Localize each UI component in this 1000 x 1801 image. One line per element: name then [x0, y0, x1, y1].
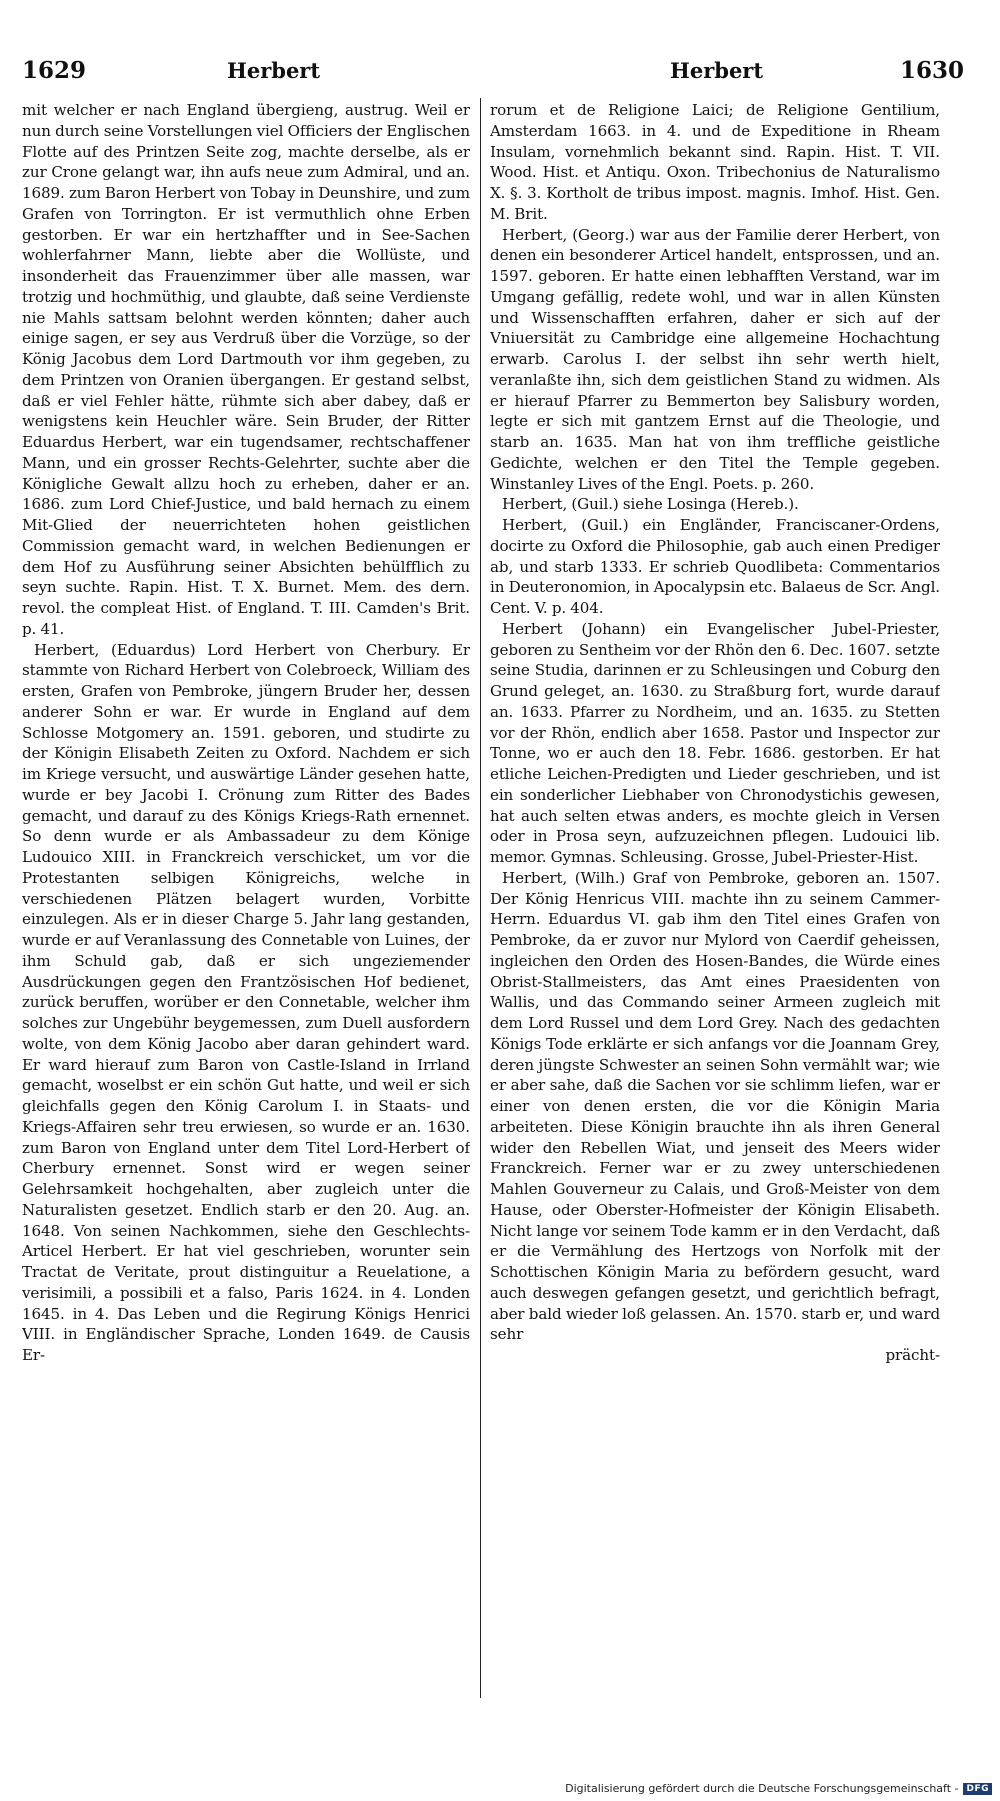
catchword: prächt-: [885, 1346, 940, 1364]
left-column: [22, 100, 470, 1700]
page-header: [22, 50, 978, 90]
running-head-left: Herbert: [227, 57, 321, 83]
page-number-right: 1630: [899, 56, 964, 84]
paragraph-wilh-herbert: Herbert, (Wilh.) Graf von Pembroke, geboren an. 1507. Der König Henricus VIII. machte ihn zu seinem Cammer-Herrn. Eduardus VI. gab ihm den Titel eines Grafen von Pembroke, da er zuvor nur Mylord von Caerdif geheissen, ingleichen den Orden des Hosen-Bandes, die Würde eines Obrist-Stallmeisters, das Amt eines Praesidenten von Wallis, und das Commando seiner Armeen zugleich mit dem Lord Russel und dem Lord Grey. Nach des gedachten Königs Tode erklärte er sich anfangs vor die Joannam Grey, deren jüngste Schwester an seinen Sohn vermählt war; wie er aber sahe, daß die Sachen vor sie schlimm liefen, war er einer von denen ersten, die vor die Königin Maria arbeiteten. Diese Königin brauchte ihn als ihren General wider den Rebellen Wiat, und jenseit des Meers wider Franckreich. Ferner war er zu zwey unterschiedenen Mahlen Gouverneur zu Calais, und Groß-Meister von dem Hause, oder Oberster-Hofmeister der Königin Elisabeth. Nicht lange vor seinem Tode kamm er in den Verdacht, daß er die Vermählung des Hertzogs von Norfolk mit der Schottischen Königin Maria zu befördern gesucht, ward auch deswegen gefangen gesetzt, und gerichtlich befragt, aber bald wieder loß gelassen. An. 1570. starb er, und ward sehr: [490, 868, 940, 1344]
paragraph-georg-herbert: Herbert, (Georg.) war aus der Familie derer Herbert, von denen ein besonderer Articel handelt, entsprossen, und an. 1597. geboren. Er hatte einen lebhafften Verstand, war im Umgang gefällig, redete wohl, und war in allen Künsten und Wissenschafften erfahren, daher er sich auf der Vniuersität zu Cambridge eine allgemeine Hochachtung erwarb. Carolus I. der selbst ihn sehr werth hielt, veranlaßte ihn, sich dem geistlichen Stand zu widmen. Als er hierauf Pfarrer zu Bemmerton bey Salisbury worden, legte er sich mit gantzem Ernst auf die Theologie, und starb an. 1635. Man hat von ihm treffliche geistliche Gedichte, welchen er den Titel the Temple gegeben. Winstanley Lives of the Engl. Poets. p. 260.: [490, 225, 940, 493]
running-head-right: Herbert: [670, 57, 764, 83]
paragraph-admiral-herbert-cont: mit welcher er nach England übergieng, austrug. Weil er nun durch seine Vorstellungen viel Officiers der Englischen Flotte auf des Printzen Seite zog, machte derselbe, als er zur Crone gelangt war, ihn aufs neue zum Admiral, und an. 1689. zum Baron Herbert von Tobay in Deunshire, und zum Grafen von Torrington. Er ist vermuthlich ohne Erben gestorben. Er war ein hertzhaffter und in See-Sachen wohlerfahrner Mann, liebte aber die Wollüste, und insonderheit das Frauenzimmer über alle massen, war trotzig und hochmüthig, und glaubte, daß seine Verdienste nie Mahls sattsam belohnt werden könnten; daher auch einige sagen, er sey aus Verdruß über die Vorzüge, so der König Jacobus dem Lord Dartmouth vor ihm gegeben, zu dem Printzen von Oranien übergangen. Er gestand selbst, daß er viel Fehler hätte, rühmte sich aber dabey, daß er wenigstens kein Heuchler wäre. Sein Bruder, der Ritter Eduardus Herbert, war ein tugendsamer, rechtschaffener Mann, und ein grosser Rechts-Gelehrter, suchte aber die Königliche Gewalt allzu hoch zu erheben, daher er an. 1686. zum Lord Chief-Justice, und bald hernach zu einem Mit-Glied der neuerrichteten hohen geistlichen Commission gemacht ward, in welchen Bedienungen er dem Hof zu Ausführung seiner Absichten behülfflich zu seyn suchte. Rapin. Hist. T. X. Burnet. Mem. des dern. revol. the compleat Hist. of England. T. III. Camden's Brit. p. 41.: [22, 101, 470, 638]
right-column: [490, 100, 940, 1700]
dfg-logo: DFG: [963, 1783, 992, 1795]
paragraph-johann-herbert: Herbert (Johann) ein Evangelischer Jubel-Priester, geboren zu Sentheim vor der Rhön den 6. Dec. 1607. setzte seine Studia, darinnen er zu Schleusingen und Coburg den Grund geleget, an. 1630. zu Straßburg fort, wurde darauf an. 1633. Pfarrer zu Nordheim, und an. 1635. zu Stetten vor der Rhön, endlich aber 1658. Pastor und Inspector zur Tonne, wo er auch den 18. Febr. 1686. gestorben. Er hat etliche Leichen-Predigten und Lieder geschrieben, und ist ein sonderlicher Liebhaber von Chronodystichis gewesen, hat auch selten etwas anders, es mochte gleich in Versen oder in Prosa seyn, aufzuzeichnen pflegen. Ludouici lib. memor. Gymnas. Schleusing. Grosse, Jubel-Priester-Hist.: [490, 619, 940, 866]
column-divider: [480, 98, 481, 1698]
funding-credit: Digitalisierung gefördert durch die Deutsche Forschungsgemeinschaft -: [565, 1782, 959, 1795]
page-number-left: 1629: [22, 56, 87, 84]
paragraph-guil-herbert: Herbert, (Guil.) ein Engländer, Franciscaner-Ordens, docirte zu Oxford die Philosophie, gab auch einen Prediger ab, und starb 1333. Er schrieb Quodlibeta: Commentarios in Deuteronomion, in Apocalypsin etc. Balaeus de Scr. Angl. Cent. V. p. 404.: [490, 516, 940, 617]
paragraph-eduardus-herbert: Herbert, (Eduardus) Lord Herbert von Cherbury. Er stammte von Richard Herbert von Colebroeck, William des ersten, Grafen von Pembroke, jüngern Bruder her, dessen anderer Sohn er war. Er wurde in England auf dem Schlosse Motgomery an. 1591. geboren, und studirte zu der Königin Elisabeth Zeiten zu Oxford. Nachdem er sich im Kriege versucht, und auswärtige Länder gesehen hatte, wurde er bey Jacobi I. Crönung zum Ritter des Bades gemacht, und darauf zu des Königs Kriegs-Rath ernennet. So denn wurde er als Ambassadeur zu dem Könige Ludouico XIII. in Franckreich verschicket, um vor die Protestanten selbigen Königreichs, welche in verschiedenen Plätzen belagert wurden, Vorbitte einzulegen. Als er in dieser Charge 5. Jahr lang gestanden, wurde er auf Veranlassung des Connetable von Luines, der ihm Schuld gab, daß er sich ungeziemender Ausdrückungen gegen den Frantzösischen Hof bedienet, zurück beruffen, worüber er den Connetable, welcher ihm solches zur Ungebühr beygemessen, zum Duell ausfordern wolte, von dem König Jacobo aber daran gehindert ward. Er ward hierauf zum Baron von Castle-Island in Irrland gemacht, woselbst er ein schön Gut hatte, und weil er sich gleichfalls gegen den König Carolum I. in Staats- und Kriegs-Affairen sehr treu erwiesen, so wurde er an. 1630. zum Baron von England unter dem Titel Lord-Herbert of Cherbury ernennet. Sonst wird er wegen seiner Gelehrsamkeit hochgehalten, aber zugleich unter die Naturalisten gesetzet. Endlich starb er den 20. Aug. an. 1648. Von seinen Nachkommen, siehe den Geschlechts-Articel Herbert. Er hat viel geschrieben, worunter sein Tractat de Veritate, prout distinguitur a Reuelatione, a verisimili, a possibili et a falso, Paris 1624. in 4. Londen 1645. in 4. Das Leben und die Regirung Königs Henrici VIII. in Engländischer Sprache, Londen 1649. de Causis Er-: [22, 640, 470, 1364]
paragraph-guil-herbert-see: Herbert, (Guil.) siehe Losinga (Hereb.).: [502, 495, 799, 514]
paragraph-eduardus-herbert-cont: rorum et de Religione Laici; de Religione Gentilium, Amsterdam 1663. in 4. und de Expeditione in Rheam Insulam, vornehmlich bekannt sind. Rapin. Hist. T. VII. Wood. Hist. et Antiqu. Oxon. Tribechonius de Naturalismo X. §. 3. Kortholt de tribus impost. magnis. Imhof. Hist. Gen. M. Brit.: [490, 101, 940, 223]
digitization-footer: [565, 1782, 992, 1795]
